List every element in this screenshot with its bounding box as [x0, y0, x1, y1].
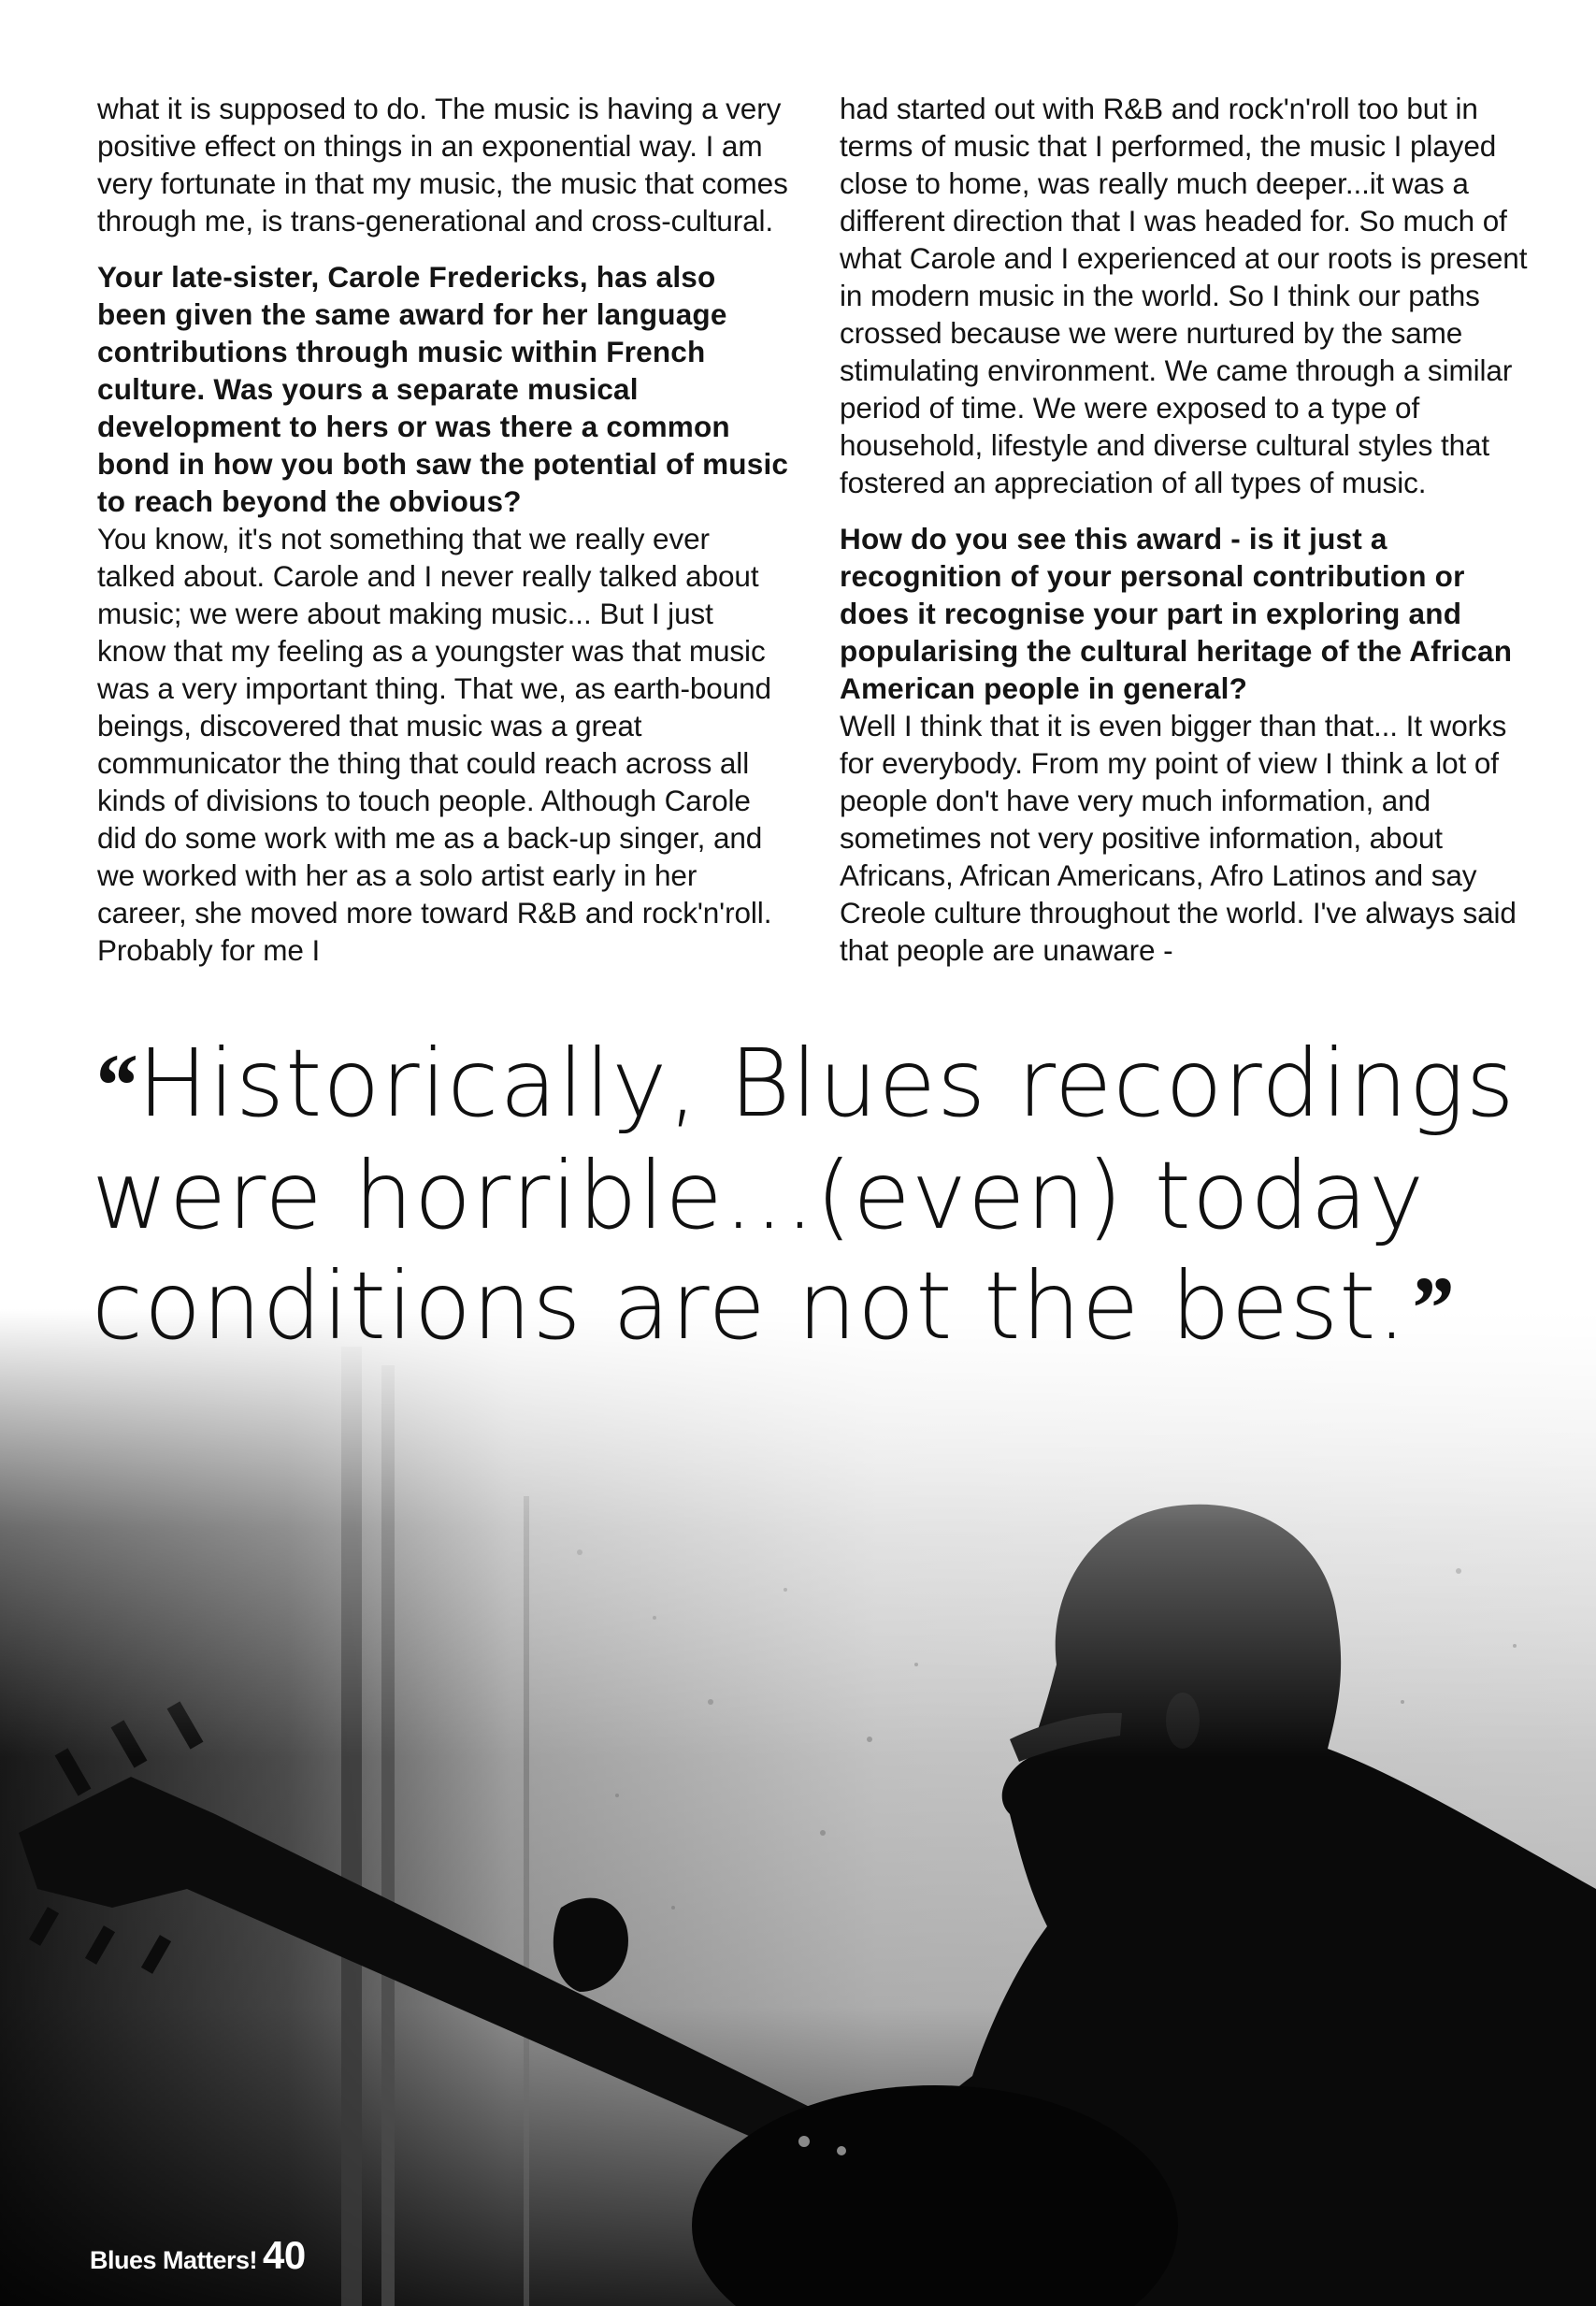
article-column-left [97, 90, 789, 987]
page-number: 40 [263, 2233, 306, 2277]
interview-question: Your late-sister, Carole Fredericks, has also been given the same award for her language contributions through music within French culture. Was yours a separate musical development to hers or was there a common bond in how you both saw the potential of music to reach beyond the obvious? [97, 260, 789, 518]
interview-question: How do you see this award - is it just a recognition of your personal contribution or does it recognise your part in exploring and popularising the cultural heritage of the African American people in general? [840, 522, 1513, 705]
page-footer [90, 2233, 306, 2278]
article-column-right [840, 90, 1530, 987]
close-quote-mark: ” [1407, 1258, 1454, 1358]
answer-paragraph: You know, it's not something that we really ever talked about. Carole and I never really talked about music; we were about making music... But I just know that my feeling as a youngster was that music was a very important thing. That we, as earth-bound beings, discovered that music was a great communicator the thing that could reach across all kinds of divisions to touch people. Although Carole did do some work with me as a back-up singer, and we worked with her as a solo artist early in her career, she moved more toward R&B and rock'n'roll. Probably for me I [97, 522, 772, 967]
answer-paragraph: what it is supposed to do. The music is having a very positive effect on things in an exponential way. I am very fortunate in that my music, the music that comes through me, is trans-generational and cross-cultural. [97, 92, 788, 238]
publication-name: Blues Matters! [90, 2246, 258, 2274]
guitarist-photo [0, 1309, 1596, 2306]
answer-paragraph: had started out with R&B and rock'n'roll too but in terms of music that I performed, the music I played close to home, was really much deeper...it was a different direction that I was headed for. So much of what Carole and I experienced at our roots is present in modern music in the world. So I think our paths crossed because we were nurtured by the same stimulating environment. We came through a similar period of time. We were exposed to a type of household, lifestyle and diverse cultural styles that fostered an appreciation of all types of music. [840, 92, 1528, 499]
answer-paragraph: Well I think that it is even bigger than that... It works for everybody. From my point of view I think a lot of people don't have very much information, and sometimes not very positive information, about Africans, African Americans, Afro Latinos and say Creole culture throughout the world. I've always said that people are unaware - [840, 709, 1517, 967]
pull-quote [92, 1029, 1569, 1363]
guitarist-photo-icon [0, 1309, 1596, 2306]
pull-quote-text: Historically, Blues recordings were horrible...(even) today conditions are not the best. [92, 1029, 1516, 1361]
open-quote-mark: “ [92, 1035, 137, 1135]
